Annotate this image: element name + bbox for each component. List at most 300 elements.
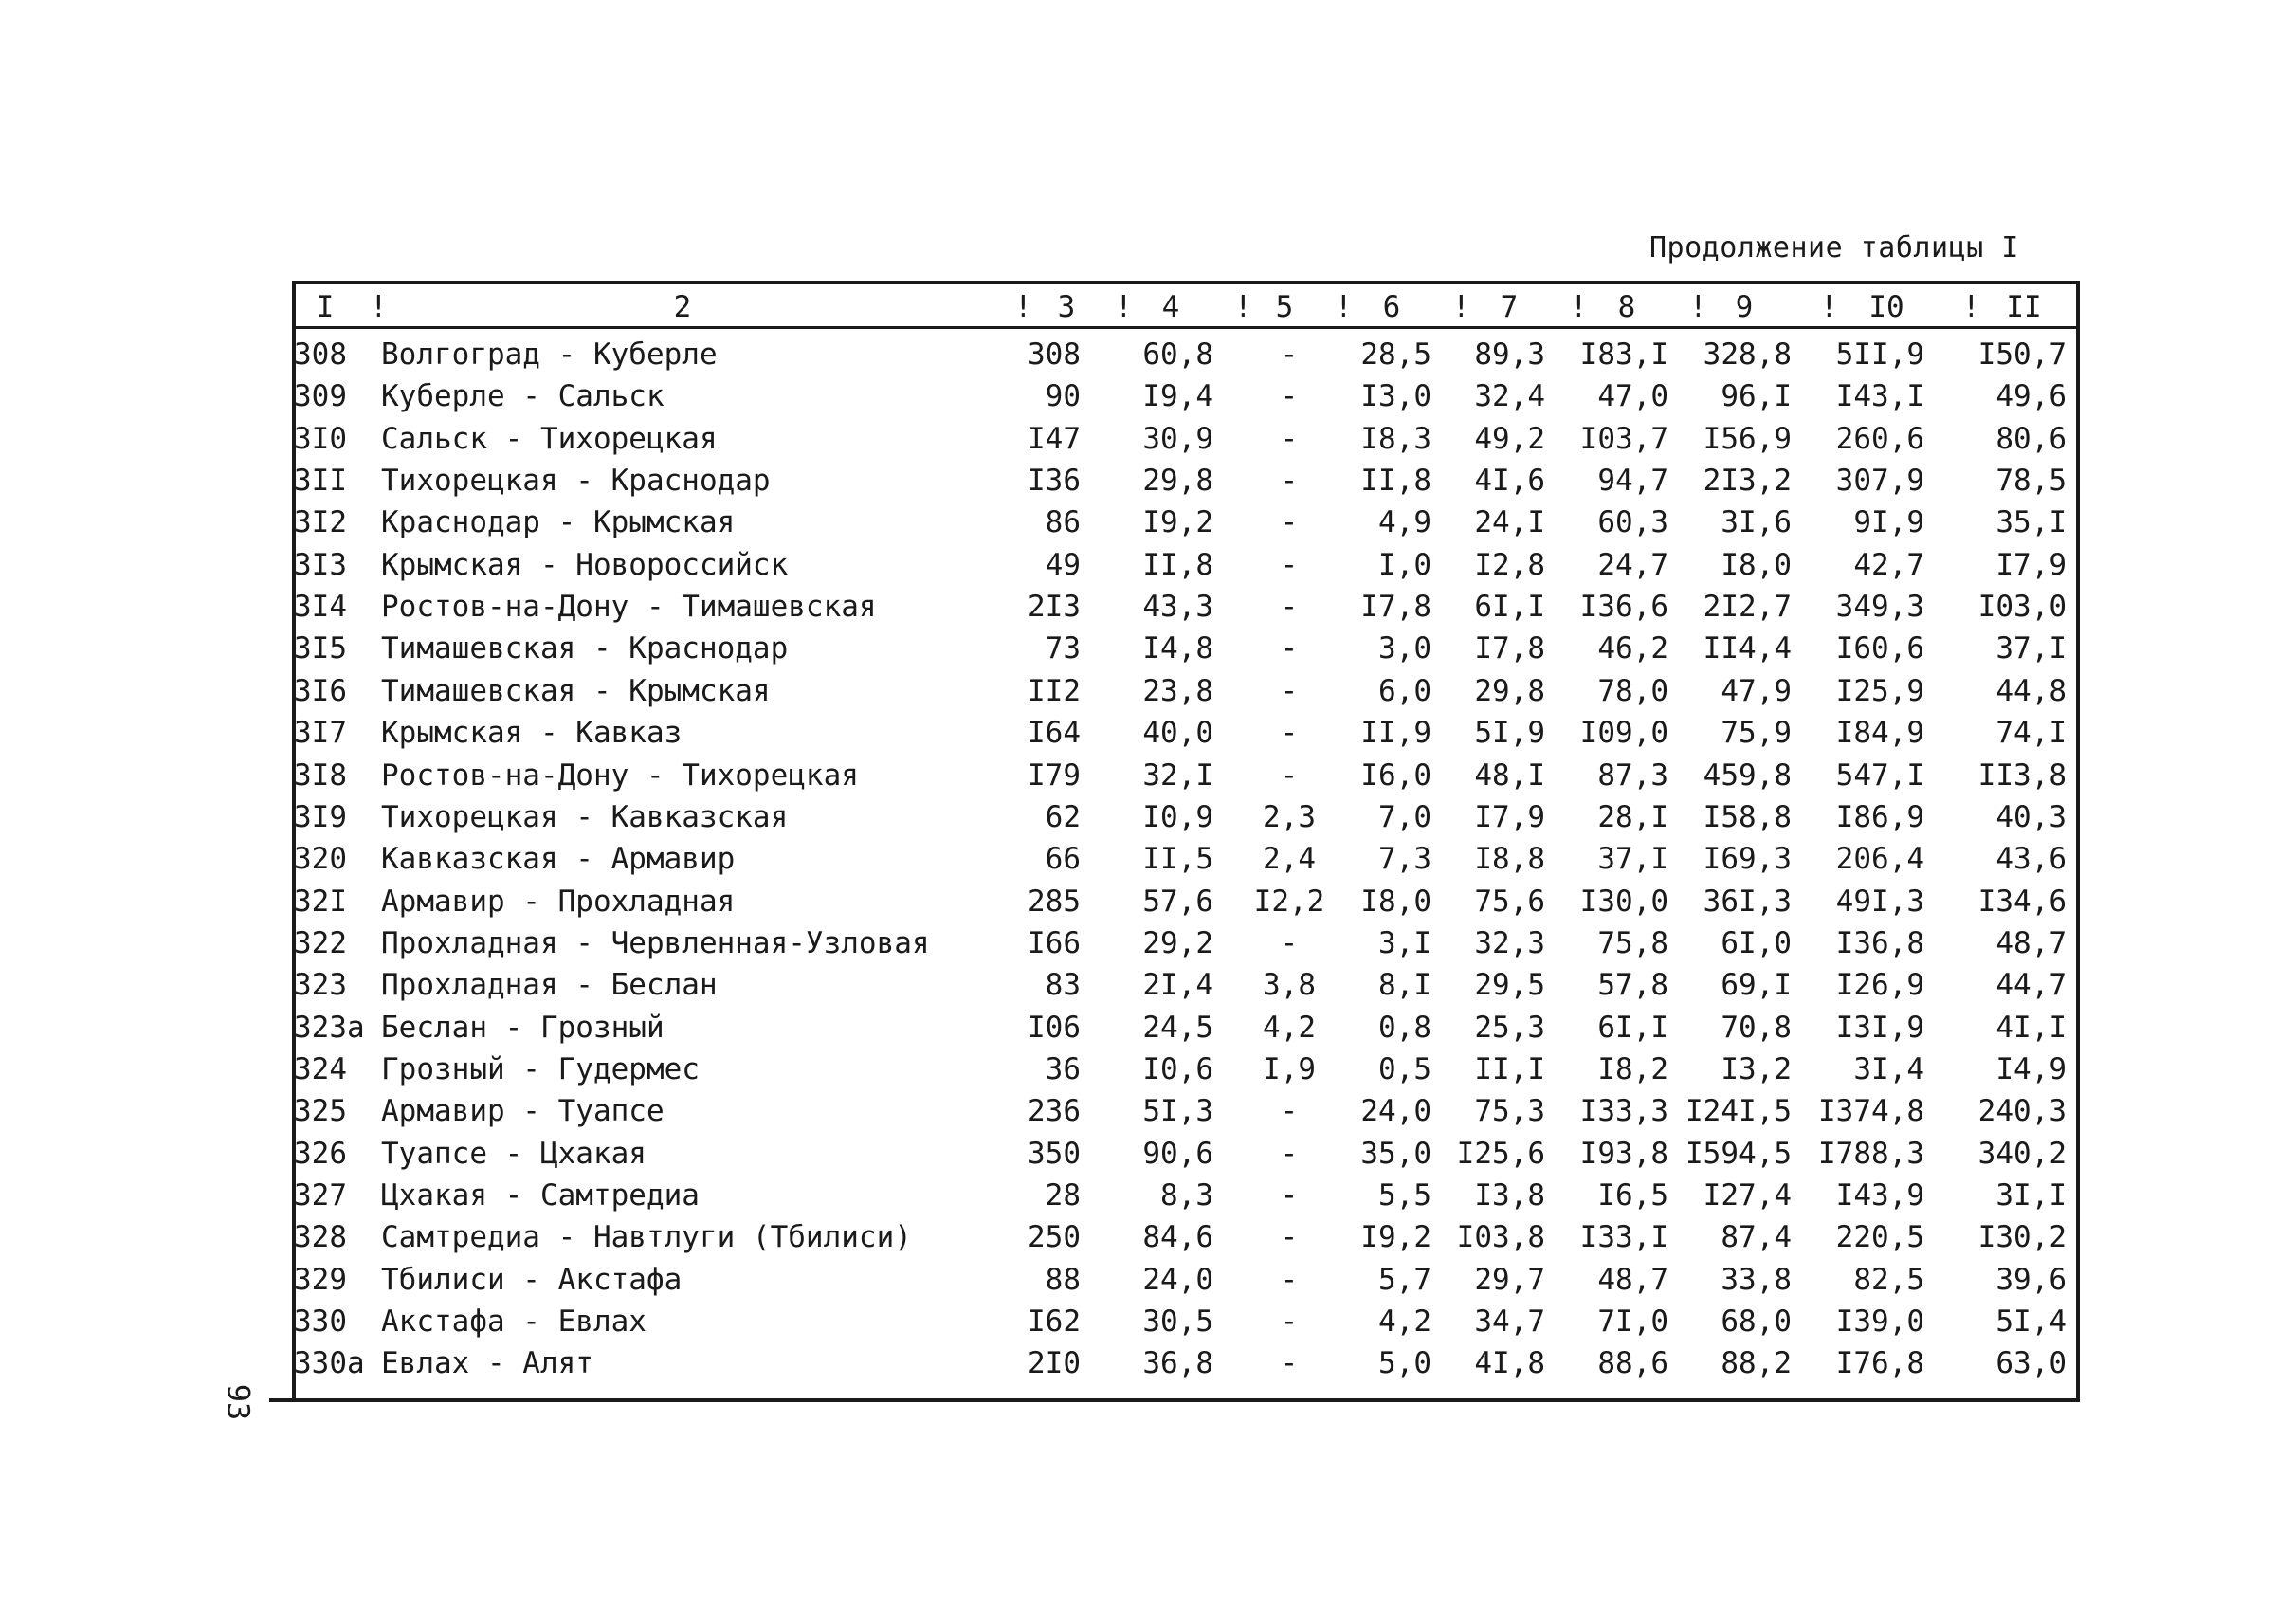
row-number-cell: 324 xyxy=(294,1051,347,1086)
value-cell: 32,4 xyxy=(1474,379,1545,414)
value-cell: 236 xyxy=(1028,1094,1081,1129)
value-cell: 0,5 xyxy=(1378,1051,1431,1086)
route-cell: Крымская - Новороссийск xyxy=(381,547,789,582)
value-cell: 48,I xyxy=(1474,757,1545,793)
value-cell: 48,7 xyxy=(1995,925,2067,960)
value-cell: 308 xyxy=(1028,338,1081,372)
value-cell: 3,0 xyxy=(1378,631,1431,666)
value-cell: I36,6 xyxy=(1579,590,1668,625)
value-cell: 24,0 xyxy=(1360,1094,1431,1129)
value-cell: - xyxy=(1280,338,1299,372)
route-cell: Акстафа - Евлах xyxy=(381,1305,647,1340)
value-cell: 28,5 xyxy=(1360,338,1431,372)
value-cell: 80,6 xyxy=(1995,421,2067,456)
value-cell: I374,8 xyxy=(1818,1094,1924,1129)
value-cell: 46,2 xyxy=(1597,631,1668,666)
value-cell: 5,7 xyxy=(1378,1262,1431,1297)
value-cell: I26,9 xyxy=(1835,968,1924,1003)
value-cell: I03,7 xyxy=(1579,421,1668,456)
value-cell: 36I,3 xyxy=(1703,884,1792,919)
value-cell: I27,4 xyxy=(1703,1178,1792,1213)
table-row xyxy=(0,1175,2295,1216)
table-row xyxy=(0,460,2295,502)
value-cell: I9,4 xyxy=(1142,379,1213,414)
value-cell: I30,2 xyxy=(1977,1220,2067,1255)
value-cell: I84,9 xyxy=(1835,716,1924,751)
route-cell: Тихорецкая - Кавказская xyxy=(381,799,789,834)
value-cell: 250 xyxy=(1028,1220,1081,1255)
value-cell: 75,6 xyxy=(1474,884,1545,919)
value-cell: I6,0 xyxy=(1360,757,1431,793)
value-cell: 47,0 xyxy=(1597,379,1668,414)
value-cell: I594,5 xyxy=(1685,1136,1792,1171)
value-cell: 40,0 xyxy=(1142,716,1213,751)
route-cell: Цхакая - Самтредиа xyxy=(381,1178,700,1213)
value-cell: 4I,8 xyxy=(1474,1346,1545,1381)
value-cell: I3I,9 xyxy=(1835,1010,1924,1045)
header-cell: 5 xyxy=(1275,290,1294,324)
value-cell: II3,8 xyxy=(1977,757,2067,793)
table-row xyxy=(0,1301,2295,1342)
table-row xyxy=(0,670,2295,712)
value-cell: - xyxy=(1280,757,1299,793)
value-cell: I8,0 xyxy=(1721,547,1792,582)
row-number-cell: 327 xyxy=(294,1178,347,1213)
route-cell: Армавир - Прохладная xyxy=(381,884,736,919)
value-cell: 37,I xyxy=(1597,842,1668,877)
value-cell: 33,8 xyxy=(1721,1262,1792,1297)
header-row: I ! 2 ! 3 ! 4 ! 5 ! 6 ! 7 ! 8 ! 9 ! I0 ! II xyxy=(0,286,2295,328)
value-cell: I93,8 xyxy=(1579,1136,1668,1171)
value-cell: I7,9 xyxy=(1995,547,2067,582)
value-cell: I3,2 xyxy=(1721,1051,1792,1086)
row-number-cell: 330 xyxy=(294,1305,347,1340)
value-cell: 6I,0 xyxy=(1721,925,1792,960)
value-cell: 86 xyxy=(1045,505,1081,540)
value-cell: 3,8 xyxy=(1263,968,1316,1003)
value-cell: I76,8 xyxy=(1835,1346,1924,1381)
row-number-cell: 3I4 xyxy=(294,590,347,625)
route-cell: Евлах - Алят xyxy=(381,1346,593,1381)
value-cell: 240,3 xyxy=(1977,1094,2067,1129)
value-cell: 29,8 xyxy=(1142,464,1213,499)
value-cell: 40,3 xyxy=(1995,799,2067,834)
route-cell: Ростов-на-Дону - Тихорецкая xyxy=(381,757,859,793)
value-cell: I788,3 xyxy=(1818,1136,1924,1171)
value-cell: 90 xyxy=(1045,379,1081,414)
value-cell: 87,4 xyxy=(1721,1220,1792,1255)
value-cell: I36,8 xyxy=(1835,925,1924,960)
row-number-cell: 328 xyxy=(294,1220,347,1255)
value-cell: 5I,4 xyxy=(1995,1305,2067,1340)
value-cell: 88,6 xyxy=(1597,1346,1668,1381)
value-cell: 4I,I xyxy=(1995,1010,2067,1045)
value-cell: 3I,4 xyxy=(1853,1051,1924,1086)
row-number-cell: 3I9 xyxy=(294,799,347,834)
value-cell: 68,0 xyxy=(1721,1305,1792,1340)
table-row xyxy=(0,922,2295,964)
value-cell: II,9 xyxy=(1360,716,1431,751)
value-cell: I83,I xyxy=(1579,338,1668,372)
value-cell: 349,3 xyxy=(1835,590,1924,625)
value-cell: I69,3 xyxy=(1703,842,1792,877)
table-row xyxy=(0,881,2295,922)
value-cell: - xyxy=(1280,590,1299,625)
row-number-cell: 3I3 xyxy=(294,547,347,582)
value-cell: I7,8 xyxy=(1474,631,1545,666)
value-cell: 32,3 xyxy=(1474,925,1545,960)
route-cell: Туапсе - Цхакая xyxy=(381,1136,647,1171)
value-cell: I36 xyxy=(1028,464,1081,499)
value-cell: 2,3 xyxy=(1263,799,1316,834)
value-cell: 2,4 xyxy=(1263,842,1316,877)
value-cell: 3I,I xyxy=(1995,1178,2067,1213)
value-cell: 29,7 xyxy=(1474,1262,1545,1297)
value-cell: 9I,9 xyxy=(1853,505,1924,540)
value-cell: 66 xyxy=(1045,842,1081,877)
value-cell: - xyxy=(1280,673,1299,708)
value-cell: I9,2 xyxy=(1142,505,1213,540)
value-cell: 47,9 xyxy=(1721,673,1792,708)
page-number: 93 xyxy=(220,1383,257,1421)
value-cell: 42,7 xyxy=(1853,547,1924,582)
value-cell: I39,0 xyxy=(1835,1305,1924,1340)
value-cell: 32,I xyxy=(1142,757,1213,793)
route-cell: Крымская - Кавказ xyxy=(381,716,683,751)
table-row xyxy=(0,1049,2295,1090)
value-cell: - xyxy=(1280,631,1299,666)
value-cell: - xyxy=(1280,1305,1299,1340)
route-cell: Беслан - Грозный xyxy=(381,1010,665,1045)
value-cell: I6,5 xyxy=(1597,1178,1668,1213)
value-cell: II,I xyxy=(1474,1051,1545,1086)
row-number-cell: 3I0 xyxy=(294,421,347,456)
value-cell: I25,6 xyxy=(1456,1136,1545,1171)
value-cell: 44,7 xyxy=(1995,968,2067,1003)
value-cell: 35,0 xyxy=(1360,1136,1431,1171)
value-cell: 84,6 xyxy=(1142,1220,1213,1255)
route-cell: Кавказская - Армавир xyxy=(381,842,736,877)
value-cell: - xyxy=(1280,464,1299,499)
value-cell: I9,2 xyxy=(1360,1220,1431,1255)
header-cell: I0 xyxy=(1868,290,1904,324)
header-cell: 7 xyxy=(1500,290,1519,324)
table-row xyxy=(0,334,2295,375)
route-cell: Ростов-на-Дону - Тимашевская xyxy=(381,590,877,625)
value-cell: 340,2 xyxy=(1977,1136,2067,1171)
header-cell: 4 xyxy=(1161,290,1180,324)
value-cell: 3,I xyxy=(1378,925,1431,960)
table-row xyxy=(0,796,2295,838)
value-cell: 82,5 xyxy=(1853,1262,1924,1297)
table-row xyxy=(0,755,2295,796)
row-number-cell: 32I xyxy=(294,884,347,919)
value-cell: 5I,3 xyxy=(1142,1094,1213,1129)
value-cell: 28 xyxy=(1045,1178,1081,1213)
value-cell: - xyxy=(1280,1094,1299,1129)
value-cell: I,9 xyxy=(1263,1051,1316,1086)
value-cell: 6,0 xyxy=(1378,673,1431,708)
value-cell: 49,2 xyxy=(1474,421,1545,456)
value-cell: I,0 xyxy=(1378,547,1431,582)
row-number-cell: 3I6 xyxy=(294,673,347,708)
value-cell: I8,8 xyxy=(1474,842,1545,877)
row-number-cell: 309 xyxy=(294,379,347,414)
table-row xyxy=(0,712,2295,754)
value-cell: I09,0 xyxy=(1579,716,1668,751)
route-cell: Самтредиа - Навтлуги (Тбилиси) xyxy=(381,1220,912,1255)
header-cell: 6 xyxy=(1382,290,1401,324)
table-bottom-rule xyxy=(269,1398,2080,1402)
value-cell: 78,5 xyxy=(1995,464,2067,499)
value-cell: I0,9 xyxy=(1142,799,1213,834)
table-row xyxy=(0,1090,2295,1132)
value-cell: - xyxy=(1280,1262,1299,1297)
row-number-cell: 325 xyxy=(294,1094,347,1129)
value-cell: 2I3,2 xyxy=(1703,464,1792,499)
value-cell: 75,9 xyxy=(1721,716,1792,751)
value-cell: 307,9 xyxy=(1835,464,1924,499)
value-cell: - xyxy=(1280,421,1299,456)
value-cell: 24,7 xyxy=(1597,547,1668,582)
table-row xyxy=(0,838,2295,880)
row-number-cell: 308 xyxy=(294,338,347,372)
value-cell: 2I2,7 xyxy=(1703,590,1792,625)
value-cell: 48,7 xyxy=(1597,1262,1668,1297)
value-cell: 4,2 xyxy=(1263,1010,1316,1045)
value-cell: 69,I xyxy=(1721,968,1792,1003)
value-cell: I06 xyxy=(1028,1010,1081,1045)
value-cell: 260,6 xyxy=(1835,421,1924,456)
value-cell: 3I,6 xyxy=(1721,505,1792,540)
value-cell: 94,7 xyxy=(1597,464,1668,499)
value-cell: - xyxy=(1280,925,1299,960)
value-cell: I2,2 xyxy=(1253,884,1325,919)
value-cell: 24,5 xyxy=(1142,1010,1213,1045)
value-cell: 4I,6 xyxy=(1474,464,1545,499)
value-cell: 73 xyxy=(1045,631,1081,666)
value-cell: I43,I xyxy=(1835,379,1924,414)
value-cell: I4,9 xyxy=(1995,1051,2067,1086)
value-cell: 90,6 xyxy=(1142,1136,1213,1171)
value-cell: 8,I xyxy=(1378,968,1431,1003)
value-cell: 83 xyxy=(1045,968,1081,1003)
value-cell: 49I,3 xyxy=(1835,884,1924,919)
header-cell: II xyxy=(2006,290,2042,324)
header-cell: 3 xyxy=(1057,290,1076,324)
value-cell: - xyxy=(1280,1346,1299,1381)
value-cell: I58,8 xyxy=(1703,799,1792,834)
value-cell: 88,2 xyxy=(1721,1346,1792,1381)
value-cell: 8,3 xyxy=(1160,1178,1213,1213)
value-cell: I56,9 xyxy=(1703,421,1792,456)
value-cell: I03,0 xyxy=(1977,590,2067,625)
route-cell: Тимашевская - Краснодар xyxy=(381,631,789,666)
value-cell: II,8 xyxy=(1360,464,1431,499)
value-cell: I3,0 xyxy=(1360,379,1431,414)
value-cell: 78,0 xyxy=(1597,673,1668,708)
value-cell: II,5 xyxy=(1142,842,1213,877)
row-number-cell: 3I7 xyxy=(294,716,347,751)
route-cell: Волгоград - Куберле xyxy=(381,338,718,372)
value-cell: 24,I xyxy=(1474,505,1545,540)
row-number-cell: 3I5 xyxy=(294,631,347,666)
route-cell: Прохладная - Червленная-Узловая xyxy=(381,925,930,960)
value-cell: - xyxy=(1280,505,1299,540)
value-cell: I79 xyxy=(1028,757,1081,793)
value-cell: 30,9 xyxy=(1142,421,1213,456)
value-cell: I34,6 xyxy=(1977,884,2067,919)
row-number-cell: 326 xyxy=(294,1136,347,1171)
value-cell: 49,6 xyxy=(1995,379,2067,414)
table-row xyxy=(0,586,2295,628)
value-cell: - xyxy=(1280,1178,1299,1213)
row-number-cell: 3I2 xyxy=(294,505,347,540)
value-cell: I7,8 xyxy=(1360,590,1431,625)
table-row xyxy=(0,1007,2295,1049)
value-cell: 285 xyxy=(1028,884,1081,919)
value-cell: - xyxy=(1280,1220,1299,1255)
row-number-cell: 329 xyxy=(294,1262,347,1297)
header-cell: 8 xyxy=(1617,290,1636,324)
value-cell: 23,8 xyxy=(1142,673,1213,708)
row-number-cell: 3II xyxy=(294,464,347,499)
value-cell: I43,9 xyxy=(1835,1178,1924,1213)
value-cell: I86,9 xyxy=(1835,799,1924,834)
value-cell: I4,8 xyxy=(1142,631,1213,666)
value-cell: 5,0 xyxy=(1378,1346,1431,1381)
route-cell: Куберле - Сальск xyxy=(381,379,665,414)
value-cell: 44,8 xyxy=(1995,673,2067,708)
value-cell: 24,0 xyxy=(1142,1262,1213,1297)
value-cell: 2I,4 xyxy=(1142,968,1213,1003)
value-cell: I8,3 xyxy=(1360,421,1431,456)
value-cell: 4,9 xyxy=(1378,505,1431,540)
value-cell: 6I,I xyxy=(1474,590,1545,625)
value-cell: 70,8 xyxy=(1721,1010,1792,1045)
route-cell: Тихорецкая - Краснодар xyxy=(381,464,771,499)
row-number-cell: 330а xyxy=(294,1346,365,1381)
table-row xyxy=(0,375,2295,417)
value-cell: 49 xyxy=(1045,547,1081,582)
value-cell: 328,8 xyxy=(1703,338,1792,372)
route-cell: Тимашевская - Крымская xyxy=(381,673,771,708)
route-cell: Грозный - Гудермес xyxy=(381,1051,700,1086)
value-cell: II2 xyxy=(1028,673,1081,708)
value-cell: 25,3 xyxy=(1474,1010,1545,1045)
route-cell: Сальск - Тихорецкая xyxy=(381,421,718,456)
value-cell: 547,I xyxy=(1835,757,1924,793)
value-cell: 74,I xyxy=(1995,716,2067,751)
value-cell: 29,2 xyxy=(1142,925,1213,960)
value-cell: 60,8 xyxy=(1142,338,1213,372)
value-cell: I50,7 xyxy=(1977,338,2067,372)
table-row xyxy=(0,544,2295,586)
value-cell: 75,8 xyxy=(1597,925,1668,960)
route-cell: Краснодар - Крымская xyxy=(381,505,736,540)
value-cell: 96,I xyxy=(1721,379,1792,414)
value-cell: I33,3 xyxy=(1579,1094,1668,1129)
value-cell: 57,8 xyxy=(1597,968,1668,1003)
value-cell: I03,8 xyxy=(1456,1220,1545,1255)
value-cell: I8,0 xyxy=(1360,884,1431,919)
value-cell: 88 xyxy=(1045,1262,1081,1297)
value-cell: 89,3 xyxy=(1474,338,1545,372)
value-cell: 29,8 xyxy=(1474,673,1545,708)
value-cell: 6I,I xyxy=(1597,1010,1668,1045)
table-row xyxy=(0,1133,2295,1175)
value-cell: I8,2 xyxy=(1597,1051,1668,1086)
value-cell: 43,3 xyxy=(1142,590,1213,625)
table-caption: Продолжение таблицы I xyxy=(1649,231,2019,265)
value-cell: 220,5 xyxy=(1835,1220,1924,1255)
value-cell: 459,8 xyxy=(1703,757,1792,793)
value-cell: - xyxy=(1280,716,1299,751)
value-cell: 7,3 xyxy=(1378,842,1431,877)
row-number-cell: 320 xyxy=(294,842,347,877)
value-cell: 62 xyxy=(1045,799,1081,834)
value-cell: 43,6 xyxy=(1995,842,2067,877)
value-cell: 63,0 xyxy=(1995,1346,2067,1381)
table-row xyxy=(0,964,2295,1006)
route-cell: Прохладная - Беслан xyxy=(381,968,718,1003)
value-cell: 28,I xyxy=(1597,799,1668,834)
value-cell: II,8 xyxy=(1142,547,1213,582)
row-number-cell: 323 xyxy=(294,968,347,1003)
value-cell: 35,I xyxy=(1995,505,2067,540)
value-cell: 29,5 xyxy=(1474,968,1545,1003)
value-cell: 34,7 xyxy=(1474,1305,1545,1340)
value-cell: 7I,0 xyxy=(1597,1305,1668,1340)
value-cell: 7,0 xyxy=(1378,799,1431,834)
header-cell: 9 xyxy=(1735,290,1754,324)
route-cell: Тбилиси - Акстафа xyxy=(381,1262,683,1297)
value-cell: I7,9 xyxy=(1474,799,1545,834)
value-cell: I64 xyxy=(1028,716,1081,751)
value-cell: 206,4 xyxy=(1835,842,1924,877)
table-row xyxy=(0,418,2295,460)
route-cell: Армавир - Туапсе xyxy=(381,1094,665,1129)
row-number-cell: 323а xyxy=(294,1010,365,1045)
value-cell: 350 xyxy=(1028,1136,1081,1171)
header-cell: I xyxy=(316,290,335,324)
value-cell: 2I0 xyxy=(1028,1346,1081,1381)
value-cell: 5II,9 xyxy=(1835,338,1924,372)
value-cell: I60,6 xyxy=(1835,631,1924,666)
value-cell: I62 xyxy=(1028,1305,1081,1340)
value-cell: - xyxy=(1280,547,1299,582)
value-cell: I0,6 xyxy=(1142,1051,1213,1086)
row-number-cell: 322 xyxy=(294,925,347,960)
table-row xyxy=(0,1259,2295,1301)
row-number-cell: 3I8 xyxy=(294,757,347,793)
value-cell: 4,2 xyxy=(1378,1305,1431,1340)
value-cell: I2,8 xyxy=(1474,547,1545,582)
value-cell: I33,I xyxy=(1579,1220,1668,1255)
value-cell: 5,5 xyxy=(1378,1178,1431,1213)
value-cell: - xyxy=(1280,379,1299,414)
value-cell: 5I,9 xyxy=(1474,716,1545,751)
table-row xyxy=(0,502,2295,543)
table-row xyxy=(0,1216,2295,1258)
value-cell: I47 xyxy=(1028,421,1081,456)
value-cell: I25,9 xyxy=(1835,673,1924,708)
table-row xyxy=(0,1342,2295,1384)
header-cell: 2 xyxy=(673,290,692,324)
value-cell: 60,3 xyxy=(1597,505,1668,540)
value-cell: I24I,5 xyxy=(1685,1094,1792,1129)
value-cell: 36,8 xyxy=(1142,1346,1213,1381)
